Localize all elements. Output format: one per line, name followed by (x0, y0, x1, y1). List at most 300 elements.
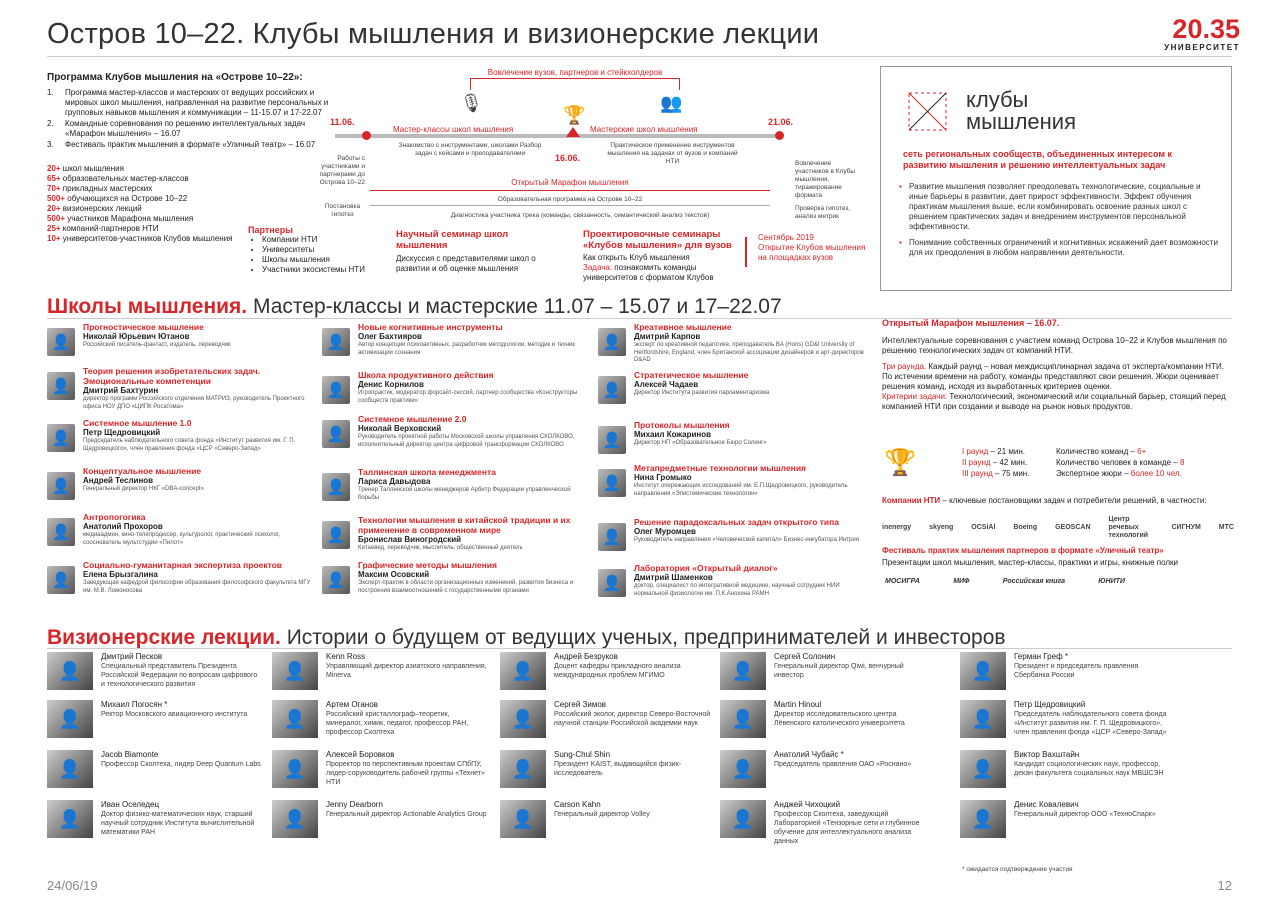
sept-block (758, 233, 868, 263)
lecturer-name: Герман Греф * (1014, 652, 1068, 661)
partner-item: • Компании НТИ (262, 235, 378, 245)
header-divider (47, 56, 1232, 57)
clubs-tagline: сеть региональных сообществ, объединенных интересом к развитию мышления и решению интеллектуальных задач (903, 149, 1172, 170)
school-speaker: Дмитрий Карпов (634, 332, 701, 341)
school-desc: Заведующая кафедрой философии образования философского факультета МГУ им. М.В. Ломоносова (83, 580, 311, 594)
schools-heading-bold: Школы мышления. (47, 295, 248, 318)
school-entry (598, 463, 866, 498)
school-desc: Институт опережающих исследований им. Е.П.Щедровицкого, руководитель направления «Эпистемические технологии» (634, 483, 848, 497)
count-value: 6+ (1137, 447, 1147, 456)
lecturer-photo: 👤 (500, 700, 546, 738)
lecturer-name: Михаил Погосян * (101, 700, 168, 709)
fest-logo: ЮНИТИ (1098, 578, 1125, 585)
counts-list (1056, 447, 1231, 480)
stat-label: школ мышления (60, 164, 124, 173)
lecturer-desc: Ректор Московского авиационного института (101, 711, 248, 718)
project-block (583, 229, 738, 283)
school-title: Креативное мышление (634, 322, 732, 332)
stat-item (47, 184, 337, 194)
lecturer-entry (500, 700, 715, 738)
marathon-line (370, 190, 770, 191)
bullet-icon: ▪ (899, 238, 902, 247)
lecturer-name: Анджей Чихоцкий (774, 800, 841, 809)
partner-item: • Университеты (262, 245, 378, 255)
lecturer-desc: Управляющий директор азиатского направления, Minerva (326, 663, 487, 679)
lecturer-entry (272, 750, 487, 788)
fest-logo: МИФ (953, 578, 970, 585)
school-title: Школа продуктивного действия (358, 370, 494, 380)
club-bullet-text: Понимание собственных ограничений и когнитивных искажений дает возможности для их преодоления в любом направлении деятельности. (909, 238, 1218, 257)
lecturer-text (774, 700, 935, 738)
lecturer-name: Сергей Зимов (554, 700, 607, 709)
school-speaker: Алексей Чадаев (634, 380, 699, 389)
program-item (47, 119, 337, 139)
school-title: Антропогогика (83, 512, 146, 522)
school-entry (598, 563, 866, 598)
stat-item (47, 194, 337, 204)
lecturer-name: Виктор Вахштайн (1014, 750, 1080, 759)
university-logo (1164, 15, 1240, 52)
speaker-photo: 👤 (322, 420, 350, 448)
school-speaker: Анатолий Прохоров (83, 522, 163, 531)
footnote: * ожидается подтверждение участия (962, 866, 1073, 873)
school-title: Новые когнитивные инструменты (358, 322, 503, 332)
top-arrow (470, 70, 680, 90)
school-text (83, 466, 315, 500)
school-title: Системное мышление 1.0 (83, 418, 192, 428)
count-item (1056, 469, 1231, 479)
program-item (47, 140, 337, 150)
clubs-logo-line2: мышления (966, 109, 1077, 134)
sept-date: Сентябрь 2019 (758, 233, 814, 242)
lecturer-photo: 👤 (272, 700, 318, 738)
school-title: Графические методы мышления (358, 560, 497, 570)
program-item-text: Командные соревнования по решению интеллектуальных задач «Марафон мышления» – 16.07 (65, 119, 306, 138)
school-speaker: Дмитрий Шаменков (634, 573, 713, 582)
lecturer-name: Петр Щедровицкий (1014, 700, 1086, 709)
stat-label: образовательных мастер-классов (60, 174, 189, 183)
school-desc: эксперт по креативной педагогике, преподаватель BA (Hons) GD&I University of Hertfordshire, England, член Британской ассоциации дизайнеров и арт-директоров D&AD (634, 342, 864, 363)
school-text (83, 512, 315, 547)
club-bullet (899, 182, 1221, 232)
seminar-desc: Дискуссия с представителями школ о развитии и об оценке мышления (396, 254, 536, 273)
school-entry (322, 322, 590, 357)
school-speaker: Петр Щедровицкий (83, 428, 161, 437)
school-speaker: Николай Юрьевич Ютанов (83, 332, 190, 341)
school-entry (47, 418, 315, 453)
school-speaker: Олег Бахтияров (358, 332, 422, 341)
lecturer-text (774, 800, 935, 846)
school-text (358, 322, 590, 357)
right-note: Вовлечение участников в Клубы мышления, тиражирование формата (795, 160, 856, 199)
round-label: I раунд (962, 447, 989, 456)
lecturer-entry (47, 652, 262, 690)
lecturer-desc: Доктор физико-математических наук, старший научный сотрудник Института вычислительной математики РАН (101, 811, 255, 836)
lecturer-entry (500, 800, 715, 838)
clubs-logo-text (966, 89, 1076, 133)
company-logo: inenergy (882, 524, 912, 531)
company-logo: СИГНУМ (1171, 524, 1201, 531)
speaker-photo: 👤 (47, 472, 75, 500)
school-entry (322, 370, 590, 405)
timeline-dot-end (775, 131, 784, 140)
lecturer-desc: Генеральный директор Qiwi, венчурный инвестор (774, 663, 904, 679)
lecturer-photo: 👤 (500, 750, 546, 788)
speaker-photo: 👤 (598, 376, 626, 404)
lecturer-entry (720, 700, 935, 738)
lecturer-name: Jenny Dearborn (326, 800, 383, 809)
workshops-desc: Практическое применение инструментов мышления на задачах от вузов и компаний НТИ (607, 142, 738, 165)
lecturer-name: Артем Оганов (326, 700, 378, 709)
count-item (1056, 458, 1231, 468)
stat-value: 500+ (47, 214, 66, 223)
lecturer-photo: 👤 (720, 750, 766, 788)
lecturer-name: Анатолий Чубайс * (774, 750, 844, 759)
company-logo: МТС (1218, 524, 1234, 531)
stat-value: 25+ (47, 224, 61, 233)
sept-open: Открытие Клубов мышления (758, 243, 866, 252)
school-speaker: Лариса Давыдова (358, 477, 431, 486)
school-speaker: Николай Верховский (358, 424, 442, 433)
school-entry (322, 467, 590, 502)
partners-list (262, 235, 378, 275)
date-mid: 16.06. (555, 153, 581, 163)
lectures-divider (47, 648, 1232, 649)
lecturer-entry (960, 800, 1175, 838)
school-text (83, 322, 315, 356)
criteria-desc: Технологический, экономический или социальный барьер, стоящий перед компанией НТИ при создании и выводе на рынок новых продуктов. (882, 392, 1226, 411)
speaker-photo: 👤 (322, 521, 350, 549)
school-entry (47, 366, 315, 411)
school-text (83, 418, 315, 453)
seminar-block (396, 229, 561, 274)
speaker-photo: 👤 (47, 518, 75, 546)
count-value: 8 (1179, 458, 1185, 467)
stat-value: 20+ (47, 204, 61, 213)
lecturer-photo: 👤 (960, 800, 1006, 838)
group-icon: 👥 (660, 93, 683, 113)
marathon-title: Открытый Марафон мышления – 16.07. (882, 318, 1060, 328)
school-desc: Автор концепции психоактивных, разработчик методологии, методик и техник активизации сознания (358, 342, 575, 356)
school-text (83, 366, 315, 411)
speaker-photo: 👤 (598, 569, 626, 597)
lecturer-desc: Проректор по перспективным проектам СПбПУ, лидер-соруководитель рабочей группы «Технет» НТИ (326, 761, 485, 786)
project-task-label: Задача: (583, 263, 613, 272)
school-title: Метапредметные технологии мышления (634, 463, 807, 473)
school-entry (47, 322, 315, 356)
program-block (47, 72, 337, 244)
company-logo: Boeing (1013, 524, 1038, 531)
lecturer-desc: Председатель правления ОАО «Роснано» (774, 761, 912, 768)
speaker-photo: 👤 (598, 469, 626, 497)
lecturer-desc: Специальный представитель Президента Российской Федерации по вопросам цифрового и технологического развития (101, 663, 258, 688)
round-time: – 21 мин. (988, 447, 1025, 456)
nti-label: Компании НТИ (882, 496, 941, 505)
lecturer-text (554, 700, 715, 738)
school-speaker: Денис Корнилов (358, 380, 424, 389)
top-arrow-label: Вовлечение вузов, партнеров и стейкхолдеров (470, 68, 680, 78)
lecturer-photo: 👤 (720, 800, 766, 838)
stat-label: университетов-участников Клубов мышления (60, 234, 233, 243)
lecturer-text (1014, 800, 1175, 838)
school-title: Технологии мышления в китайской традиции и их применение в современном мире (358, 515, 571, 535)
lecturer-desc: Кандидат социологических наук, профессор, декан факультета социальных наук МВШСЭН (1014, 761, 1164, 777)
round-label: III раунд (962, 469, 993, 478)
trophy-icon-large: 🏆 (884, 447, 917, 477)
company-logo: GEOSCAN (1055, 524, 1091, 531)
lecturer-desc: Генеральный директор Volley (554, 811, 650, 818)
school-entry (47, 466, 315, 500)
lecturer-name: Дмитрий Песков (101, 652, 163, 661)
school-entry (322, 515, 590, 553)
lecturer-entry (47, 800, 262, 838)
school-title: Социально-гуманитарная экспертиза проектов (83, 560, 283, 570)
lecturer-text (101, 750, 262, 788)
school-entry (598, 322, 866, 365)
school-text (634, 370, 866, 404)
fest-logo: МОСИГРА (885, 578, 920, 585)
lecturer-photo: 👤 (500, 652, 546, 690)
stat-value: 10+ (47, 234, 61, 243)
program-item-text: Фестиваль практик мышления в формате «Уличный театр» – 16.07 (65, 140, 316, 149)
lecturer-entry (720, 800, 935, 846)
speaker-photo: 👤 (47, 372, 75, 400)
lecturer-entry (960, 652, 1175, 690)
project-task: познакомить команды университетов с форматом Клубов (583, 263, 714, 282)
lecturer-photo: 👤 (960, 750, 1006, 788)
lecturer-photo: 👤 (272, 652, 318, 690)
school-text (634, 322, 866, 365)
stat-value: 70+ (47, 184, 61, 193)
lecturer-entry (272, 700, 487, 738)
workshops-label: Мастерские школ мышления (590, 125, 698, 134)
rounds-label: Три раунда. (882, 362, 927, 371)
lecturer-text (326, 700, 487, 738)
school-text (358, 467, 590, 502)
school-entry (322, 560, 590, 595)
stat-item (47, 204, 337, 214)
count-label: Экспертное жюри – (1056, 469, 1131, 478)
lecturer-name: Алексей Боровков (326, 750, 395, 759)
lecturer-photo: 👤 (960, 652, 1006, 690)
school-title: Лаборатория «Открытый диалог» (634, 563, 778, 573)
program-item-num: 3. (47, 140, 54, 149)
school-speaker: Нина Громыко (634, 473, 692, 482)
school-title: Таллинская школа менеджмента (358, 467, 496, 477)
school-title: Прогностическое мышление (83, 322, 204, 332)
lecturer-photo: 👤 (272, 800, 318, 838)
stat-label: прикладных мастерских (60, 184, 153, 193)
school-speaker: Михаил Кожаринов (634, 430, 712, 439)
marathon-intro: Интеллектуальные соревнования с участием команд Острова 10–22 и Клубов мышления по решению технологических задач от компаний НТИ. (882, 336, 1227, 355)
stat-label: компаний-партнеров НТИ (60, 224, 159, 233)
partners-block (248, 225, 378, 275)
masterclasses-desc: Знакомство с инструментами, школами Разбор задач с кейсами и преподавателями (398, 142, 542, 157)
lecturer-photo: 👤 (960, 700, 1006, 738)
edu-label: Образовательная программа на Острове 10–22 (497, 196, 643, 203)
marathon-timeline-label: Открытый Марафон мышления (511, 178, 629, 187)
hypothesis-label: Постановка гипотез (324, 203, 361, 218)
lecturer-desc: Генеральный директор Actionable Analytics Group (326, 811, 487, 818)
school-entry (47, 560, 315, 595)
edu-line (370, 205, 770, 206)
lecturer-desc: Доцент кафедры прикладного анализа международных проблем МГИМО (554, 663, 681, 679)
club-bullet-text: Развитие мышления позволяет преодолевать технологические, социальные и иные барьеры в развитии, дает прирост эффективности. Эффект обучения практикам мышления выше, если комбинировать освоение разных школ с решением практических задач и внедрением инструментов персональной эффективности. (909, 182, 1201, 231)
school-speaker: Дмитрий Бахтурин (83, 386, 159, 395)
lecturer-text (101, 700, 262, 738)
school-text (358, 560, 590, 595)
lecturer-text (554, 750, 715, 788)
round-time: – 42 мин. (990, 458, 1028, 467)
check-note: Проверка гипотез, анализ метрик (795, 205, 851, 220)
school-desc: Директор НП «Образовательное Бюро Солинг» (634, 440, 767, 446)
round-time: – 75 мин. (992, 469, 1030, 478)
lecturer-text (101, 800, 262, 838)
school-speaker: Бронислав Виногродский (358, 535, 462, 544)
speaker-photo: 👤 (322, 473, 350, 501)
sept-place: на площадках вузов (758, 253, 834, 262)
lectures-heading (47, 626, 1006, 650)
school-desc: Председатель наблюдательного совета фонда «Институт развития им. Г. П. Щедровицкого», член правления фонда «ЦСР «Северо-Запад» (83, 438, 296, 452)
timeline-dot-start (362, 131, 371, 140)
lecturer-text (554, 800, 715, 838)
stat-item (47, 164, 337, 174)
project-question: Как открыть Клуб мышления (583, 253, 690, 262)
speaker-photo: 👤 (322, 376, 350, 404)
rounds-desc: Каждый раунд – новая междисциплинарная задача от эксперта/компании НТИ. По истечении времени на работу, команды представляют свои решения. Жюри оценивает решения команд, исходя из выработанных критериев оценки. (882, 362, 1224, 391)
nti-desc: – ключевые постановщики задач и потребители решений, в частности: (940, 496, 1207, 505)
school-text (634, 463, 866, 498)
school-text (358, 515, 590, 553)
school-title: Протоколы мышления (634, 420, 730, 430)
footer-date: 24/06/19 (47, 878, 98, 893)
bullet-icon: ▪ (899, 182, 902, 191)
page-title: Остров 10–22. Клубы мышления и визионерские лекции (47, 18, 820, 50)
lecturer-desc: Российский кристаллограф–теоретик, минералог, химик, педагог, профессор РАН, профессор Сколтеха (326, 711, 469, 736)
school-text (634, 563, 866, 598)
count-item (1056, 447, 1231, 457)
company-logo: skyeng (929, 524, 954, 531)
lecturer-name: Carson Kahn (554, 800, 601, 809)
school-text (634, 517, 866, 551)
school-desc: Руководитель направления «Человеческий капитал» Бизнес-инкубатора Интрия (634, 537, 859, 543)
date-start: 11.06. (330, 117, 355, 127)
lecturer-entry (500, 750, 715, 788)
lecturer-name: Jacob Biamonte (101, 750, 159, 759)
lecturer-desc: Президент и председатель правления Сбербанка России (1014, 663, 1139, 679)
lecturer-text (326, 652, 487, 690)
program-item-text: Программа мастер-классов и мастерских от ведущих российских и мировых школ мышления, направленная на развитие персональных и групповых навыков мышления и коммуникации – 11-15.07 и 17-22.07 (65, 88, 329, 117)
school-title: Концептуальное мышление (83, 466, 202, 476)
lecturer-text (1014, 652, 1175, 690)
stat-label: визионерских лекций (60, 204, 142, 213)
milestone-triangle (566, 127, 580, 137)
masterclasses-label: Мастер-классы школ мышления (393, 125, 514, 134)
schools-heading (47, 295, 782, 319)
program-list (47, 88, 337, 150)
lecturer-desc: Российский эколог, директор Северо-Восточной научной станции Российской академии наук (554, 711, 711, 727)
school-entry (322, 414, 590, 449)
round-item (962, 447, 1052, 457)
lecturer-entry (47, 750, 262, 788)
lecturer-entry (960, 750, 1175, 788)
lecturer-photo: 👤 (272, 750, 318, 788)
criteria-label: Критерии задачи: (882, 392, 948, 401)
school-desc: медиаадмин, кино-телепродюсер, культуролог, практический психолог, сооснователь мультстудии «Пилот» (83, 532, 281, 546)
fest-logos (885, 578, 1125, 585)
lecturer-name: Sung-Chul Shin (554, 750, 611, 759)
stat-value: 500+ (47, 194, 66, 203)
program-title: Программа Клубов мышления на «Острове 10–22»: (47, 72, 303, 83)
partner-item: • Участники экосистемы НТИ (262, 265, 378, 275)
school-entry (598, 420, 866, 454)
stat-label: участников Марафона мышления (65, 214, 194, 223)
lecturer-photo: 👤 (720, 652, 766, 690)
speaker-photo: 👤 (47, 328, 75, 356)
count-label: Количество команд – (1056, 447, 1138, 456)
lecturer-desc: Профессор Сколтеха, лидер Deep Quantum Labs (101, 761, 261, 768)
lecturer-photo: 👤 (47, 800, 93, 838)
program-item (47, 88, 337, 118)
stat-value: 65+ (47, 174, 61, 183)
stat-value: 20+ (47, 164, 61, 173)
club-bullet (899, 238, 1221, 258)
program-item-num: 2. (47, 119, 54, 128)
clubs-bullets (899, 182, 1221, 264)
lecturer-entry (272, 800, 487, 838)
school-desc: Игропрактик, модератор форсайт-сессий, партнер сообщества «Конструкторы сообществ практики» (358, 390, 578, 404)
lecturer-text (326, 750, 487, 788)
program-item-num: 1. (47, 88, 54, 97)
clubs-logo-icon (905, 89, 950, 134)
schools-heading-rest: Мастер-классы и мастерские 11.07 – 15.07 и 17–22.07 (247, 295, 782, 318)
school-entry (598, 370, 866, 404)
company-logo: OCSiAl (971, 524, 996, 531)
school-desc: Китаевед, переводчик, мыслитель, общественный деятель (358, 545, 523, 551)
lecturer-name: Андрей Безруков (554, 652, 618, 661)
lecturer-text (1014, 700, 1175, 738)
lecturer-entry (272, 652, 487, 690)
lecturer-entry (47, 700, 262, 738)
round-label: II раунд (962, 458, 991, 467)
lecturer-text (326, 800, 487, 838)
left-note: Работы с участниками и партнерами до Острова 10–22 (319, 155, 365, 186)
speaker-photo: 👤 (598, 426, 626, 454)
lecturer-photo: 👤 (47, 652, 93, 690)
lecturer-name: Иван Оселедец (101, 800, 160, 809)
company-logos (882, 516, 1234, 540)
stat-label: обучающихся на Острове 10–22 (65, 194, 188, 203)
microphone-icon: 🎙 (460, 93, 483, 113)
fest-desc: Презентации школ мышления, мастер-классы, практики и игры, книжные полки (882, 558, 1178, 567)
page-number: 12 (1217, 878, 1232, 893)
school-desc: Российский писатель-фантаст, издатель, переводчик (83, 342, 231, 348)
stat-item (47, 214, 337, 224)
school-title: Стратегическое мышление (634, 370, 749, 380)
speaker-photo: 👤 (47, 566, 75, 594)
school-entry (598, 517, 866, 551)
school-desc: директор программ Российского отделения МАТРИЗ, руководитель Проектного офиса НОУ ДПО «ЦИПК Росатома» (83, 396, 305, 410)
clubs-box (880, 66, 1232, 291)
school-title: Решение парадоксальных задач открытого типа (634, 517, 839, 527)
round-item (962, 458, 1052, 468)
school-title: Системное мышление 2.0 (358, 414, 467, 424)
speaker-photo: 👤 (322, 328, 350, 356)
logo-subtitle: УНИВЕРСИТЕТ (1164, 43, 1240, 52)
diagnostics-label: Диагностика участника трека (команды, связанность, семантический анализ текстов) (450, 212, 710, 219)
seminar-title: Научный семинар школ мышления (396, 229, 509, 251)
speaker-photo: 👤 (598, 328, 626, 356)
